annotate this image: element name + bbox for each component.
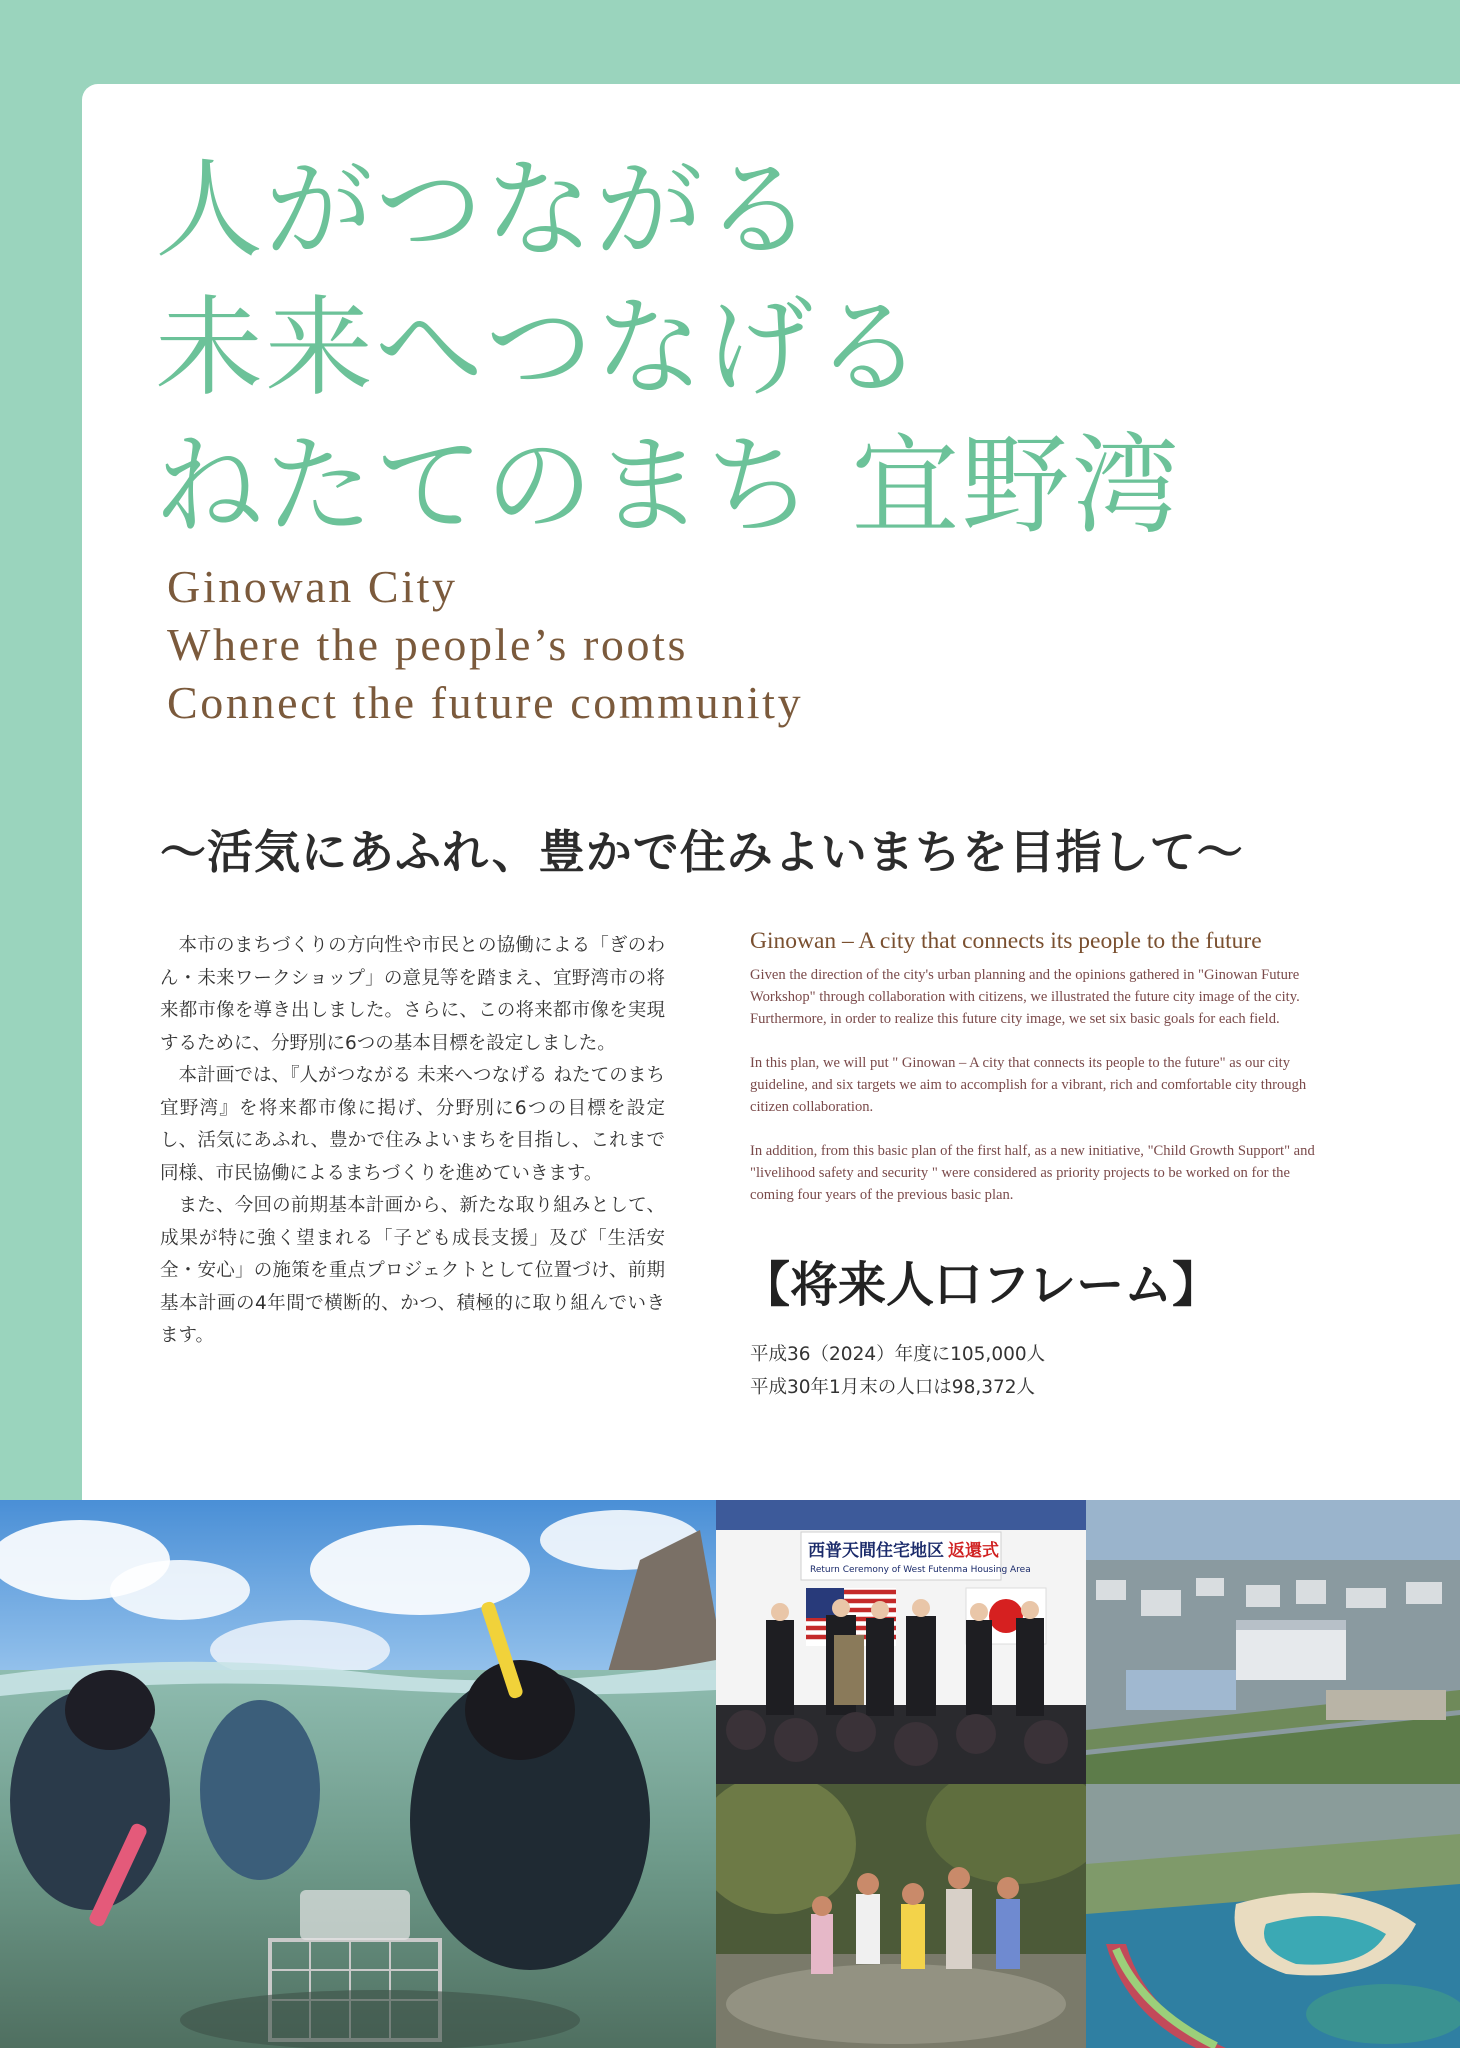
photo-collage: [0, 1500, 1460, 2048]
population-frame-title: 【将来人口フレーム】: [742, 1257, 1221, 1313]
population-frame-lines: [750, 1338, 1045, 1404]
hero-jp-line-3: ねたてのまち 宜野湾: [155, 424, 1182, 549]
ceremony-banner-jp: 西普天間住宅地区: [808, 1541, 944, 1561]
jp-paragraph-3: また、今回の前期基本計画から、新たな取り組みとして、成果が特に強く望まれる「子ども成長支援」及び「生活安全・安心」の施策を重点プロジェクトとして位置づけ、前期基本計画の4年間で横断的、かつ、積極的に取り組んでいきます。: [160, 1195, 665, 1346]
en-paragraph-3: In addition, from this basic plan of the first half, as a new initiative, "Child Growth Support" and "livelihood safety and security " were considered as priority projects to be worked on for the coming four years of the previous basic plan.: [750, 1143, 1315, 1203]
hero-en-line-1: Ginowan City: [167, 561, 458, 612]
english-body-text: [750, 964, 1330, 1228]
hero-jp-line-2: 未来へつなげる: [155, 286, 926, 411]
city-aerial-photo: [1086, 1500, 1460, 1784]
japanese-body-text: [160, 930, 665, 1353]
jp-paragraph-2: 本計画では、『人がつながる 未来へつなげる ねたてのまち宜野湾』を将来都市像に掲げ、分野別に6つの目標を設定し、活気にあふれ、豊かで住みよいまちを目指し、これまで同様、市民協働によるまちづくりを進めていきます。: [160, 1065, 665, 1184]
snorkeling-photo: [0, 1500, 716, 2048]
jp-paragraph-1: 本市のまちづくりの方向性や市民との協働による「ぎのわん・未来ワークショップ」の意見等を踏まえ、宜野湾市の将来都市像を導き出しました。さらに、この将来都市像を実現するために、分野別に6つの基本目標を設定しました。: [160, 935, 665, 1054]
ceremony-banner-jp-red: 返還式: [948, 1541, 999, 1561]
hero-jp-line-1: 人がつながる: [155, 148, 816, 273]
hero-en-line-2: Where the people’s roots: [167, 619, 688, 670]
stream-children-photo: [716, 1784, 1086, 2048]
ceremony-banner-en: Return Ceremony of West Futenma Housing Area: [810, 1565, 1031, 1575]
en-paragraph-1: Given the direction of the city's urban planning and the opinions gathered in "Ginowan Future Workshop" through collaboration with citizens, we illustrated the future city image of the city. Furthermore, in order to realize this future city image, we set six basic goals for each field.: [750, 967, 1300, 1027]
page-subtitle: ～活気にあふれ、豊かで住みよいまちを目指して～: [160, 825, 1244, 879]
ceremony-photo: [716, 1500, 1086, 1784]
hero-english-title: [167, 558, 803, 732]
hero-en-line-3: Connect the future community: [167, 677, 804, 728]
population-current-line: 平成30年1月末の人口は98,372人: [750, 1377, 1036, 1398]
beach-aerial-photo: [1086, 1784, 1460, 2048]
hero-japanese-title: [155, 142, 1181, 556]
en-paragraph-2: In this plan, we will put " Ginowan – A city that connects its people to the future" as our city guideline, and six targets we aim to accomplish for a vibrant, rich and comfortable city through citizen collaboration.: [750, 1055, 1307, 1115]
english-section-title: Ginowan – A city that connects its people to the future: [750, 928, 1262, 954]
population-target-line: 平成36（2024）年度に105,000人: [750, 1344, 1046, 1365]
